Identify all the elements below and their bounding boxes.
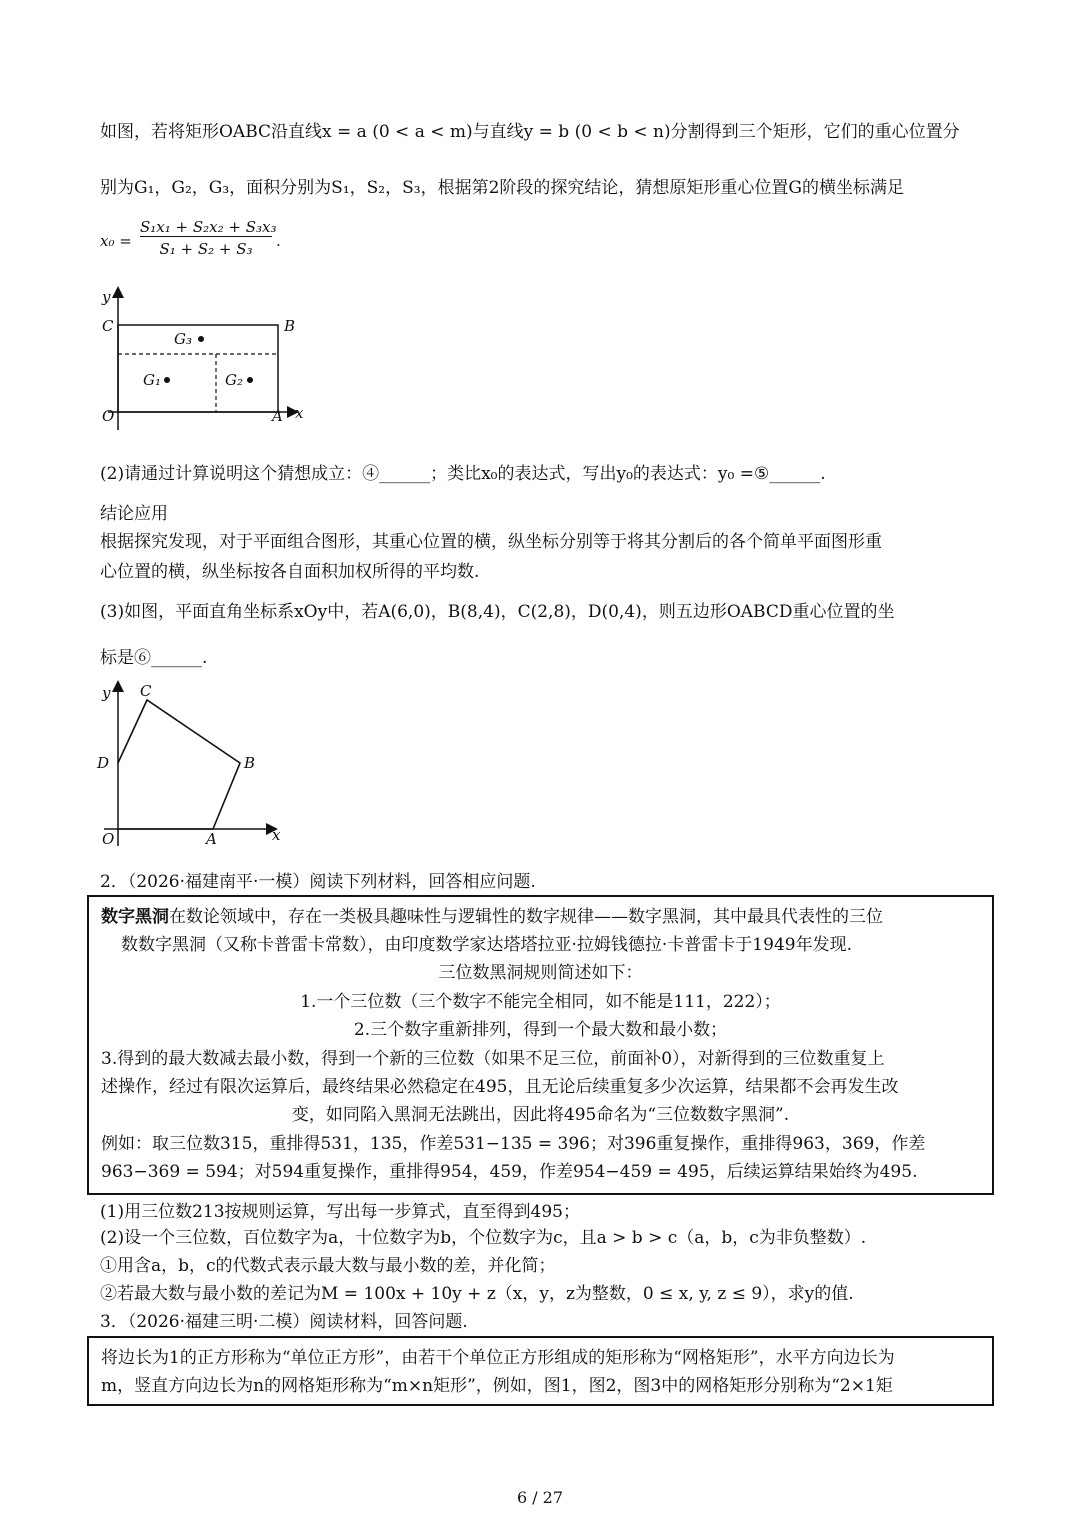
g2-point xyxy=(247,377,253,383)
question-3-line-2: 标是⑥______. xyxy=(100,648,208,668)
g1-point xyxy=(164,377,170,383)
box-line-9: 例如：取三位数315，重排得531，135，作差531−135 = 396；对396重复操作，重排得963，369，作差 xyxy=(101,1134,926,1154)
box-line-1-rest: 在数论领域中，存在一类极具趣味性与逻辑性的数字规律——数字黑洞，其中最具代表性的三位 xyxy=(169,907,883,927)
box-line-1 xyxy=(101,905,883,929)
box-line-5: 2.三个数字重新排列，得到一个最大数和最小数； xyxy=(353,1020,728,1040)
label-g2: G₂ xyxy=(225,371,243,389)
problem-2-question-2-1: ①用含a，b，c的代数式表示最大数与最小数的差，并化简； xyxy=(100,1256,556,1276)
label-o: O xyxy=(102,830,115,848)
label-g3: G₃ xyxy=(174,330,192,348)
formula-numerator: S₁x₁ + S₂x₂ + S₃x₃ xyxy=(140,218,277,236)
label-d: D xyxy=(97,754,110,772)
page-number: 6 / 27 xyxy=(516,1488,564,1507)
intro-line-1: 如图，若将矩形OABC沿直线x = a (0 < a < m)与直线y = b (0 < b < n)分割得到三个矩形，它们的重心位置分 xyxy=(100,122,960,142)
label-y: y xyxy=(102,684,111,702)
label-b: B xyxy=(284,317,296,335)
p3-box-line-1: 将边长为1的正方形称为“单位正方形”，由若干个单位正方形组成的矩形称为“网格矩形”，水平方向边长为 xyxy=(101,1348,895,1368)
box-line-6: 3.得到的最大数减去最小数，得到一个新的三位数（如果不足三位，前面补0），对新得到的三位数重复上 xyxy=(101,1049,885,1069)
label-o: O xyxy=(102,407,115,425)
intro-line-2: 别为G₁，G₂，G₃，面积分别为S₁，S₂，S₃，根据第2阶段的探究结论，猜想原矩形重心位置G的横坐标满足 xyxy=(100,178,904,198)
label-g1: G₁ xyxy=(143,371,161,389)
label-a: A xyxy=(272,407,283,425)
label-b: B xyxy=(244,754,256,772)
conclusion-line-2: 心位置的横，纵坐标按各自面积加权所得的平均数. xyxy=(100,562,480,582)
term-digital-black-hole: 数字黑洞 xyxy=(101,907,169,927)
conclusion-line-1: 根据探究发现，对于平面组合图形，其重心位置的横，纵坐标分别等于将其分割后的各个简单平面图形重 xyxy=(100,532,882,552)
pentagon-outline xyxy=(118,700,240,829)
label-a: A xyxy=(206,830,217,848)
problem-3-header: 3．（2026·福建三明·二模）阅读材料，回答问题. xyxy=(100,1312,468,1332)
box-line-4: 1.一个三位数（三个数字不能完全相同，如不能是111，222）； xyxy=(300,992,781,1012)
formula-lhs: x₀ = xyxy=(100,232,132,250)
question-2: (2)请通过计算说明这个猜想成立：④______；类比x₀的表达式，写出y₀的表达式：y₀ =⑤______. xyxy=(100,464,826,484)
label-c: C xyxy=(140,682,152,700)
p3-box-line-2: m，竖直方向边长为n的网格矩形称为“m×n矩形”，例如，图1，图2，图3中的网格矩形分别称为“2×1矩 xyxy=(101,1376,893,1396)
formula-end: . xyxy=(276,232,281,250)
problem-2-material-box xyxy=(87,895,994,1195)
box-line-8: 变，如同陷入黑洞无法跳出，因此将495命名为“三位数数字黑洞”. xyxy=(291,1105,790,1125)
rectangle-oabc xyxy=(118,325,278,412)
figure-rectangle-oabc xyxy=(88,282,318,432)
formula-denominator: S₁ + S₂ + S₃ xyxy=(159,240,253,258)
label-x: x xyxy=(272,826,281,844)
label-y: y xyxy=(102,288,111,306)
label-c: C xyxy=(102,317,114,335)
label-x: x xyxy=(295,404,304,422)
question-3-line-1: (3)如图，平面直角坐标系xOy中，若A(6,0)，B(8,4)，C(2,8)，D(0,4)，则五边形OABCD重心位置的坐 xyxy=(100,602,895,622)
problem-2-question-1: (1)用三位数213按规则运算，写出每一步算式，直至得到495； xyxy=(100,1202,580,1222)
problem-2-question-2: (2)设一个三位数，百位数字为a，十位数字为b，个位数字为c，且a > b > c（a，b，c为非负整数）. xyxy=(100,1228,867,1248)
box-line-2: 数数字黑洞（又称卡普雷卡常数），由印度数学家达塔塔拉亚·拉姆钱德拉·卡普雷卡于1949年发现. xyxy=(121,935,852,955)
g3-point xyxy=(198,336,204,342)
conclusion-title: 结论应用 xyxy=(100,504,168,524)
problem-2-question-2-2: ②若最大数与最小数的差记为M = 100x + 10y + z（x，y，z为整数，0 ≤ x, y, z ≤ 9），求y的值. xyxy=(100,1284,854,1304)
box-line-10: 963−369 = 594；对594重复操作，重排得954，459，作差954−459 = 495，后续运算结果始终为495. xyxy=(101,1162,918,1182)
problem-3-material-box xyxy=(87,1336,994,1406)
problem-2-header: 2．（2026·福建南平·一模）阅读下列材料，回答相应问题. xyxy=(100,872,536,892)
figure-pentagon-oabcd xyxy=(92,676,292,851)
box-line-3: 三位数黑洞规则简述如下： xyxy=(438,963,643,983)
box-line-7: 述操作，经过有限次运算后，最终结果必然稳定在495，且无论后续重复多少次运算，结果都不会再发生改 xyxy=(101,1077,899,1097)
